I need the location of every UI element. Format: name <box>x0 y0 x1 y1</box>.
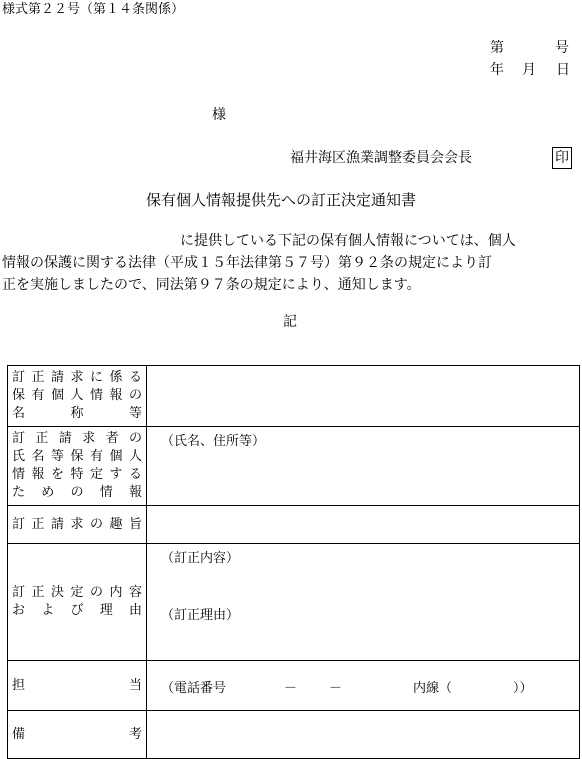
correction-reason-hint: （訂正理由） <box>161 608 240 623</box>
date-year: 年 <box>490 62 504 78</box>
extension-close: ）） <box>513 680 533 696</box>
table-row <box>8 544 580 661</box>
document-number-suffix: 号 <box>555 40 569 56</box>
seal-box: 印 <box>552 147 572 169</box>
phone-dash: － <box>329 680 343 696</box>
body-line: 正を実施しましたので、同法第９７条の規定により、通知します。 <box>2 277 421 293</box>
name-address-hint: （氏名、住所等） <box>161 434 266 449</box>
form-table <box>7 365 580 759</box>
table-row <box>8 366 580 427</box>
date-month: 月 <box>522 62 536 78</box>
table-row <box>8 506 580 544</box>
row-label-remarks: 備考 <box>8 711 147 759</box>
issuer-name: 福井海区漁業調整委員会会長 <box>290 150 472 166</box>
row-label-decision: 訂正決定の内容 および理由 <box>8 544 147 661</box>
body-line: に提供している下記の保有個人情報については、個人 <box>180 233 516 249</box>
phone-label: （電話番号 <box>161 680 227 696</box>
row-label-request-purpose: 訂正請求の趣旨 <box>8 506 147 544</box>
table-row <box>8 427 580 506</box>
row-label-target-info: 訂正請求に係る 保有個人情報の 名 称 等 <box>8 366 147 427</box>
record-heading: 記 <box>283 314 297 330</box>
document-number-prefix: 第 <box>490 40 504 56</box>
row-label-requester-info: 訂正請求者の 氏名等保有個人 情報を特定する ための情報 <box>8 427 147 506</box>
row-value-remarks[interactable] <box>147 711 580 759</box>
extension-label: 内線（ <box>413 680 453 696</box>
row-value-contact[interactable] <box>147 661 580 711</box>
correction-content-hint: （訂正内容） <box>161 551 240 566</box>
phone-dash: － <box>284 680 298 696</box>
addressee: 様 <box>212 107 226 123</box>
phone-line <box>161 677 565 695</box>
row-value-decision[interactable] <box>147 544 580 661</box>
row-value-request-purpose[interactable] <box>147 506 580 544</box>
body-paragraph <box>2 230 578 296</box>
table-row <box>8 711 580 759</box>
row-value-target-info[interactable] <box>147 366 580 427</box>
document-title: 保有個人情報提供先への訂正決定通知書 <box>146 191 417 209</box>
body-line: 情報の保護に関する法律（平成１５年法律第５７号）第９２条の規定により訂 <box>2 255 492 271</box>
row-value-requester-info[interactable] <box>147 427 580 506</box>
table-row <box>8 661 580 711</box>
date-day: 日 <box>556 62 570 78</box>
row-label-contact: 担当 <box>8 661 147 711</box>
form-number: 様式第２２号（第１４条関係） <box>2 2 185 17</box>
